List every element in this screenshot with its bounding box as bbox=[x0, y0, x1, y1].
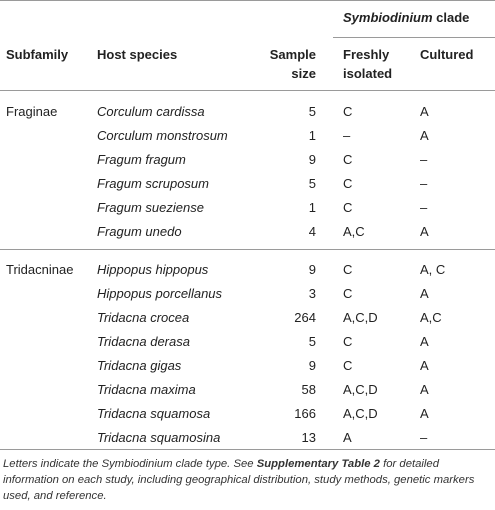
cultured-clade-cell: – bbox=[420, 176, 428, 191]
species-cell: Tridacna derasa bbox=[97, 334, 190, 349]
cultured-clade-cell: – bbox=[420, 430, 428, 445]
header-bottom-rule bbox=[0, 90, 495, 91]
fresh-clade-cell: C bbox=[343, 176, 353, 191]
species-cell: Hippopus hippopus bbox=[97, 262, 209, 277]
header-subfamily: Subfamily bbox=[6, 47, 69, 62]
sample-size-cell: 5 bbox=[308, 334, 316, 349]
header-freshly-isolated: Freshly isolated bbox=[343, 47, 393, 81]
species-cell: Tridacna crocea bbox=[97, 310, 190, 325]
fresh-clade-cell: A,C,D bbox=[343, 382, 378, 397]
table-footnote: Letters indicate the Symbiodinium clade type. See Supplementary Table 2 for detailed information on each study, including geographical distribution, study methods, genetic markers used, and reference. bbox=[3, 458, 475, 502]
fresh-clade-cell: C bbox=[343, 152, 353, 167]
species-cell: Fragum scruposum bbox=[97, 176, 209, 191]
table-bottom-rule bbox=[0, 449, 495, 450]
fresh-clade-cell: C bbox=[343, 104, 353, 119]
fresh-clade-cell: A bbox=[343, 430, 352, 445]
fresh-clade-cell: C bbox=[343, 358, 353, 373]
header-cultured: Cultured bbox=[420, 47, 474, 62]
species-cell: Tridacna gigas bbox=[97, 358, 182, 373]
sample-size-cell: 1 bbox=[308, 200, 316, 215]
subfamily-label: Tridacninae bbox=[6, 262, 74, 277]
cultured-clade-cell: A bbox=[420, 334, 429, 349]
cultured-clade-cell: A bbox=[420, 224, 429, 239]
sample-size-cell: 5 bbox=[308, 104, 316, 119]
subfamily-label: Fraginae bbox=[6, 104, 58, 119]
cultured-clade-cell: – bbox=[420, 152, 428, 167]
header-host-species: Host species bbox=[97, 47, 178, 62]
species-cell: Fragum fragum bbox=[97, 152, 186, 167]
cultured-clade-cell: A, C bbox=[420, 262, 446, 277]
cultured-clade-cell: A bbox=[420, 358, 429, 373]
sample-size-cell: 9 bbox=[308, 262, 316, 277]
sample-size-cell: 1 bbox=[308, 128, 316, 143]
species-cell: Hippopus porcellanus bbox=[97, 286, 223, 301]
species-cell: Fragum unedo bbox=[97, 224, 182, 239]
cultured-clade-cell: – bbox=[420, 200, 428, 215]
table-top-rule bbox=[0, 0, 495, 1]
species-cell: Corculum cardissa bbox=[97, 104, 205, 119]
cultured-clade-cell: A bbox=[420, 128, 429, 143]
clade-group-header: Symbiodinium clade bbox=[343, 10, 470, 25]
fresh-clade-cell: C bbox=[343, 200, 353, 215]
header-sample-size: Sample size bbox=[269, 47, 316, 81]
sample-size-cell: 166 bbox=[294, 406, 316, 421]
cultured-clade-cell: A,C bbox=[420, 310, 442, 325]
species-cell: Tridacna maxima bbox=[97, 382, 196, 397]
fresh-clade-cell: C bbox=[343, 262, 353, 277]
supplementary-table-link[interactable]: Supplementary Table 2 bbox=[256, 458, 380, 470]
species-cell: Tridacna squamosa bbox=[97, 406, 211, 421]
cultured-clade-cell: A bbox=[420, 286, 429, 301]
fresh-clade-cell: A,C bbox=[343, 224, 365, 239]
sample-size-cell: 58 bbox=[301, 382, 316, 397]
species-cell: Corculum monstrosum bbox=[97, 128, 228, 143]
fresh-clade-cell: – bbox=[343, 128, 351, 143]
sample-size-cell: 9 bbox=[308, 358, 316, 373]
sample-size-cell: 4 bbox=[308, 224, 316, 239]
clade-group-rule bbox=[333, 37, 495, 38]
cultured-clade-cell: A bbox=[420, 104, 429, 119]
sample-size-cell: 13 bbox=[301, 430, 316, 445]
sample-size-cell: 9 bbox=[308, 152, 316, 167]
species-cell: Tridacna squamosina bbox=[97, 430, 221, 445]
cultured-clade-cell: A bbox=[420, 382, 429, 397]
sample-size-cell: 264 bbox=[294, 310, 316, 325]
species-cell: Fragum sueziense bbox=[97, 200, 204, 215]
fresh-clade-cell: A,C,D bbox=[343, 406, 378, 421]
group-divider-rule bbox=[0, 249, 495, 250]
sample-size-cell: 5 bbox=[308, 176, 316, 191]
fresh-clade-cell: C bbox=[343, 334, 353, 349]
cultured-clade-cell: A bbox=[420, 406, 429, 421]
fresh-clade-cell: A,C,D bbox=[343, 310, 378, 325]
fresh-clade-cell: C bbox=[343, 286, 353, 301]
sample-size-cell: 3 bbox=[308, 286, 316, 301]
